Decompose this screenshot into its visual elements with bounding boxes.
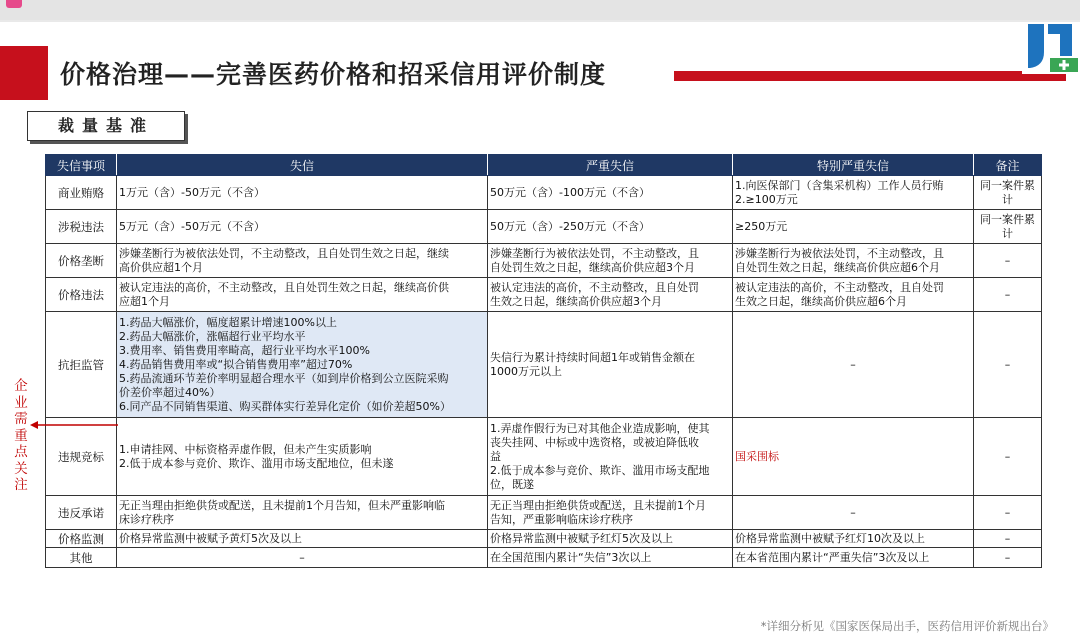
left-arrow-icon [30, 418, 120, 432]
table-cell [488, 418, 733, 496]
table-cell [974, 530, 1042, 548]
cell-line: 5.药品流通环节差价率明显超合理水平（如到岸价格到公立医院采购 [119, 371, 449, 385]
column-header: 失信事项 [46, 155, 117, 176]
column-header: 备注 [974, 155, 1042, 176]
window-top-strip [0, 0, 1080, 20]
table-cell [733, 530, 974, 548]
cell-line: 2.药品大幅涨价，涨幅超行业平均水平 [119, 329, 306, 343]
cell-line: 生效之日起，继续高价供应超3个月 [490, 294, 662, 308]
table-cell [733, 548, 974, 568]
table-cell [733, 496, 974, 530]
cell-line: – [850, 357, 856, 371]
row-category: 抗拒监管 [46, 312, 117, 418]
cell-line: 价格异常监测中被赋予黄灯5次及以上 [119, 531, 302, 545]
cell-line: 被认定违法的高价，不主动整改，且自处罚生效之日起，继续高价供 [119, 280, 449, 294]
cell-line: – [1004, 449, 1011, 463]
row-category: 价格垄断 [46, 244, 117, 278]
cell-line: 5万元（含）-50万元（不含） [119, 219, 265, 233]
cell-line: – [850, 505, 856, 519]
table-cell [733, 176, 974, 210]
cell-line: 计 [1002, 226, 1013, 240]
cell-line: 告知，严重影响临床诊疗秩序 [490, 512, 633, 526]
table-cell [117, 530, 488, 548]
cell-line: 2.低于成本参与竞价、欺诈、滥用市场支配地 [490, 463, 710, 477]
app-logo-icon [6, 0, 22, 8]
cell-line: 2.低于成本参与竞价、欺诈、滥用市场支配地位，但未遂 [119, 456, 394, 470]
title-rule [674, 71, 1066, 81]
cell-line: 同一案件累 [980, 212, 1035, 226]
cell-line: 4.药品销售费用率或“拟合销售费用率”超过70% [119, 357, 353, 371]
table-cell [117, 418, 488, 496]
column-header: 特别严重失信 [733, 155, 974, 176]
table-cell [117, 210, 488, 244]
row-category: 价格监测 [46, 530, 117, 548]
cell-line: 位，既遂 [490, 477, 534, 491]
cell-line: 3.费用率、销售费用率畸高，超行业平均水平100% [119, 343, 370, 357]
cell-line: 自处罚生效之日起，继续高价供应超6个月 [735, 260, 940, 274]
cell-line: ≥250万元 [735, 219, 788, 233]
table-cell [974, 496, 1042, 530]
row-category: 价格违法 [46, 278, 117, 312]
cell-line: 应超1个月 [119, 294, 170, 308]
cell-line: 1.药品大幅涨价，幅度超累计增速100%以上 [119, 315, 337, 329]
table-row [46, 418, 1042, 496]
cell-line: 自处罚生效之日起，继续高价供应超3个月 [490, 260, 695, 274]
cell-line: 无正当理由拒绝供货或配送，且未提前1个月 [490, 498, 706, 512]
cell-line: 1.向医保部门（含集采机构）工作人员行贿 [735, 178, 944, 192]
cell-line: 涉嫌垄断行为被依法处罚，不主动整改，且 [490, 246, 699, 260]
cell-line: 价差价率超过40%） [119, 385, 221, 399]
cell-line: 1000万元以上 [490, 364, 562, 378]
table-cell [117, 312, 488, 418]
table-cell [117, 244, 488, 278]
table-body [46, 176, 1042, 568]
cell-line: 生效之日起，继续高价供应超6个月 [735, 294, 907, 308]
cell-line: 1.弄虚作假行为已对其他企业造成影响，使其 [490, 421, 710, 435]
cell-line: 50万元（含）-250万元（不含） [490, 219, 650, 233]
table-cell [117, 548, 488, 568]
table-cell [733, 244, 974, 278]
cell-line: 在本省范围内累计“严重失信”3次及以上 [735, 550, 930, 564]
focus-note: 企 业 需 重 点 关 注 [14, 378, 28, 493]
row-category: 违规竞标 [46, 418, 117, 496]
cell-line: 计 [1002, 192, 1013, 206]
table-row [46, 312, 1042, 418]
page-title: 价格治理——完善医药价格和招采信用评价制度 [60, 60, 607, 89]
cell-line: 无正当理由拒绝供货或配送，且未提前1个月告知，但未严重影响临 [119, 498, 445, 512]
section-label: 裁量基准 [27, 111, 185, 141]
table-cell [733, 278, 974, 312]
table-cell [488, 548, 733, 568]
table-row [46, 278, 1042, 312]
cell-line: 涉嫌垄断行为被依法处罚，不主动整改，且自处罚生效之日起，继续 [119, 246, 449, 260]
title-accent-block [0, 46, 48, 100]
cell-line: 1万元（含）-50万元（不含） [119, 185, 265, 199]
table-row [46, 210, 1042, 244]
table-row [46, 496, 1042, 530]
cell-line: 在全国范围内累计“失信”3次以上 [490, 550, 652, 564]
cell-line: – [1004, 357, 1011, 371]
slide [0, 22, 1080, 640]
table-row [46, 548, 1042, 568]
table-cell [117, 496, 488, 530]
table-cell [733, 418, 974, 496]
row-category: 涉税违法 [46, 210, 117, 244]
cell-line: – [1004, 531, 1011, 545]
cell-line: 被认定违法的高价，不主动整改，且自处罚 [735, 280, 944, 294]
cell-line: 2.≥100万元 [735, 192, 798, 206]
table-cell [733, 210, 974, 244]
column-header: 失信 [117, 155, 488, 176]
cell-line: 国采围标 [735, 449, 779, 463]
table-row [46, 530, 1042, 548]
credit-criteria-table [45, 154, 1042, 568]
cell-line: – [1004, 550, 1011, 564]
row-category: 其他 [46, 548, 117, 568]
row-category: 商业贿赂 [46, 176, 117, 210]
table-cell [488, 244, 733, 278]
table-cell [488, 312, 733, 418]
cell-line: 50万元（含）-100万元（不含） [490, 185, 650, 199]
table-cell [974, 418, 1042, 496]
table-cell [974, 312, 1042, 418]
cell-line: – [299, 550, 305, 564]
table-row [46, 176, 1042, 210]
brand-logo-icon [1022, 22, 1080, 74]
table-cell [488, 176, 733, 210]
table-row [46, 244, 1042, 278]
table-cell [117, 176, 488, 210]
table-cell [488, 496, 733, 530]
table-cell [974, 278, 1042, 312]
table-cell [117, 278, 488, 312]
cell-line: 同一案件累 [980, 178, 1035, 192]
cell-line: 失信行为累计持续时间超1年或销售金额在 [490, 350, 695, 364]
table-cell [488, 530, 733, 548]
footnote: *详细分析见《国家医保局出手，医药信用评价新规出台》 [760, 619, 1054, 633]
table-cell [733, 312, 974, 418]
cell-line: – [1004, 253, 1011, 267]
table-cell [488, 210, 733, 244]
cell-line: 1.申请挂网、中标资格弄虚作假，但未产生实质影响 [119, 442, 372, 456]
cell-line: 涉嫌垄断行为被依法处罚，不主动整改，且 [735, 246, 944, 260]
cell-line: 被认定违法的高价，不主动整改，且自处罚 [490, 280, 699, 294]
row-category: 违反承诺 [46, 496, 117, 530]
cell-line: – [1004, 287, 1011, 301]
cell-line: 益 [490, 449, 501, 463]
table-cell [488, 278, 733, 312]
cell-line: 价格异常监测中被赋予红灯10次及以上 [735, 531, 925, 545]
cell-line: 床诊疗秩序 [119, 512, 174, 526]
cell-line: 6.同产品不同销售渠道、购买群体实行差异化定价（如价差超50%） [119, 399, 451, 413]
table-cell [974, 548, 1042, 568]
column-header: 严重失信 [488, 155, 733, 176]
table-header-row [46, 155, 1042, 176]
cell-line: – [1004, 505, 1011, 519]
cell-line: 价格异常监测中被赋予红灯5次及以上 [490, 531, 673, 545]
cell-line: 高价供应超1个月 [119, 260, 203, 274]
table-cell [974, 176, 1042, 210]
table-cell [974, 244, 1042, 278]
table-cell [974, 210, 1042, 244]
cell-line: 丧失挂网、中标或中选资格，或被迫降低收 [490, 435, 699, 449]
